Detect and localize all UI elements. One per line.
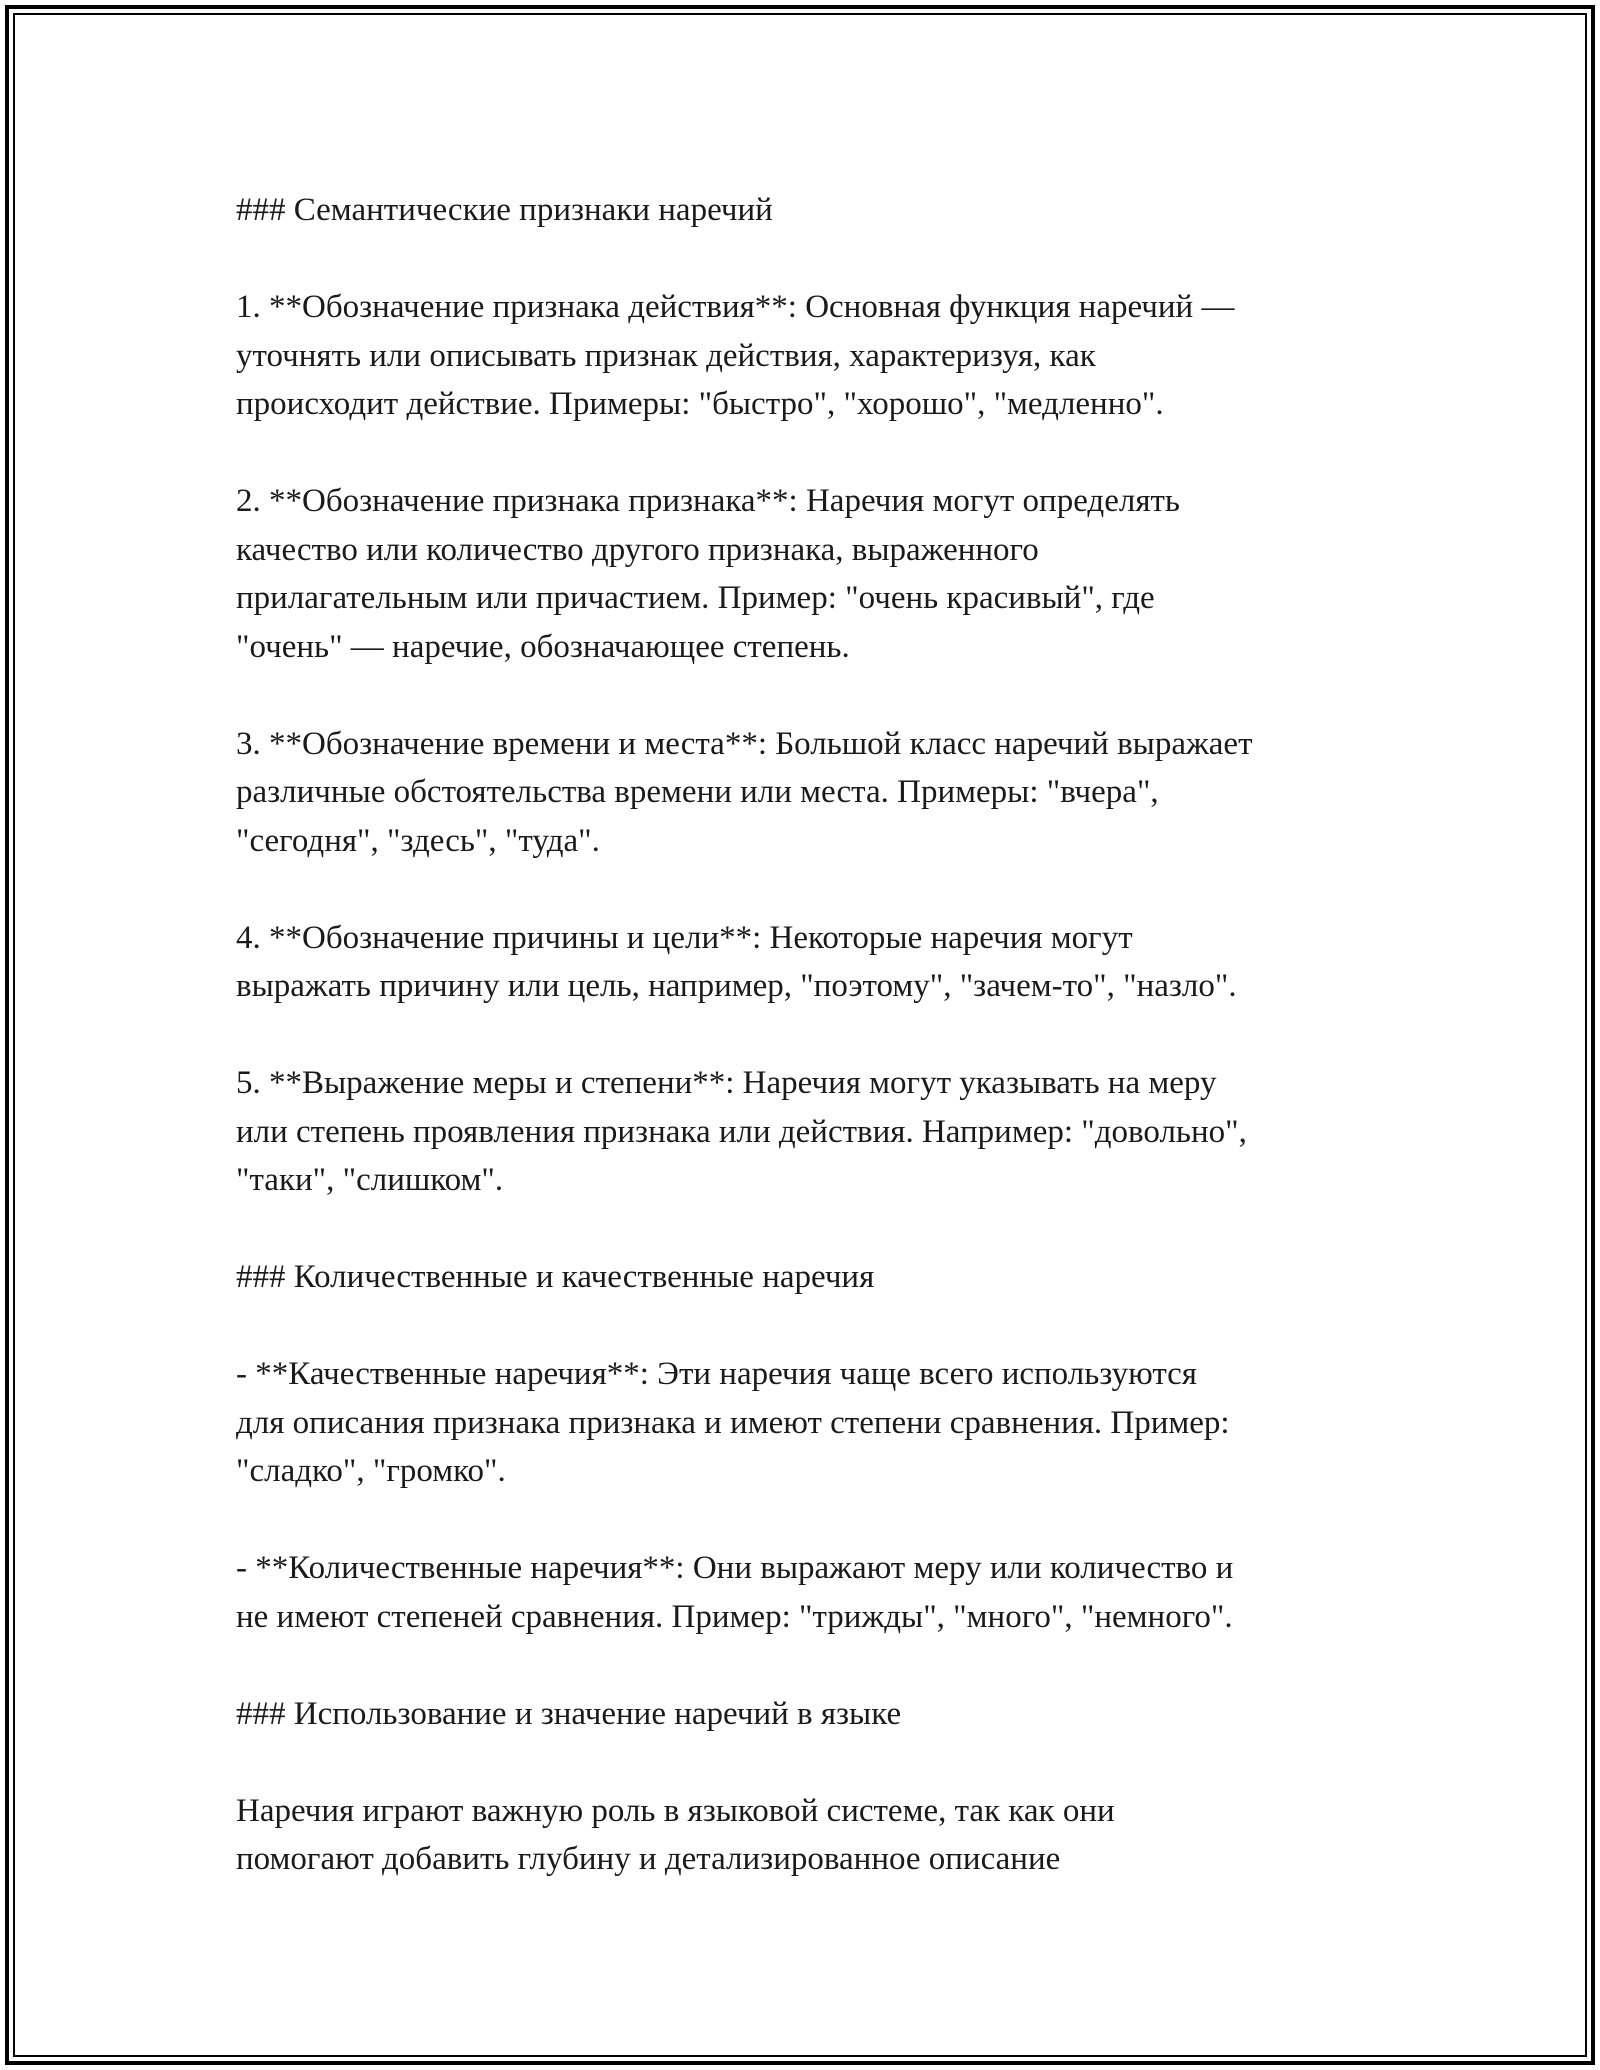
section-heading-semantic: ### Семантические признаки наречий: [236, 192, 773, 228]
list-item-2: 2. **Обозначение признака признака**: Наречия могут определять качество или количество другого признака, выраженного прилагательным или причастием. Пример: "очень красивый", где "очень" — наречие, обозначающее степень.: [236, 483, 1180, 665]
section-heading-quantitative-qualitative: ### Количественные и качественные наречия: [236, 1259, 875, 1295]
list-item-4: 4. **Обозначение причины и цели**: Некоторые наречия могут выражать причину или цель, например, "поэтому", "зачем-то", "назло".: [236, 919, 1237, 1004]
body-paragraph: Наречия играют важную роль в языковой системе, так как они помогают добавить глубину и детализированное описание: [236, 1792, 1115, 1877]
document-body: [236, 186, 1416, 1884]
bullet-item-quantitative: - **Количественные наречия**: Они выражают меру или количество и не имеют степеней сравнения. Пример: "трижды", "много", "немного".: [236, 1550, 1234, 1635]
list-item-3: 3. **Обозначение времени и места**: Большой класс наречий выражает различные обстоятельства времени или места. Примеры: "вчера", "сегодня", "здесь", "туда".: [236, 725, 1253, 859]
list-item-5: 5. **Выражение меры и степени**: Наречия могут указывать на меру или степень проявления признака или действия. Например: "довольно", "таки", "слишком".: [236, 1065, 1247, 1198]
bullet-item-qualitative: - **Качественные наречия**: Эти наречия чаще всего используются для описания признака признака и имеют степени сравнения. Пример: "сладко", "громко".: [236, 1356, 1230, 1489]
section-heading-usage: ### Использование и значение наречий в языке: [236, 1695, 902, 1732]
list-item-1: 1. **Обозначение признака действия**: Основная функция наречий — уточнять или описывать признак действия, характеризуя, как происходит действие. Примеры: "быстро", "хорошо", "медленно".: [236, 289, 1235, 422]
